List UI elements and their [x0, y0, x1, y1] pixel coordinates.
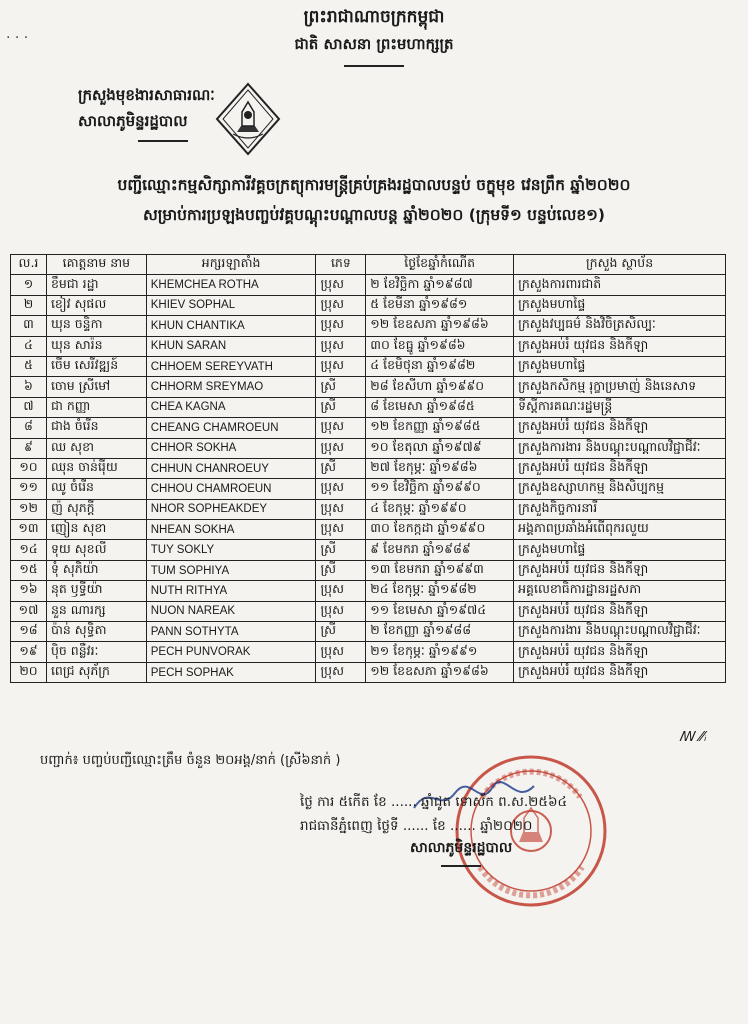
cell-number: ៧: [11, 397, 47, 417]
cell-latin-name: NHEAN SOKHA: [146, 520, 316, 540]
cell-sex: ស្រី: [316, 540, 366, 560]
table-row: [11, 418, 726, 438]
table-row: [11, 336, 726, 356]
cell-khmer-name: ទុំ សុភិយ៉ា: [46, 560, 146, 580]
document-title: [0, 170, 748, 230]
cell-ministry: ក្រសួងអប់រំ យុវជន និងកីឡា: [514, 662, 726, 682]
cell-sex: ប្រុស: [316, 520, 366, 540]
cell-ministry: ក្រសួងអប់រំ យុវជន និងកីឡា: [514, 418, 726, 438]
cell-ministry: ក្រសួងមហាផ្ទៃ: [514, 356, 726, 376]
table-row: [11, 540, 726, 560]
table-body: [11, 275, 726, 683]
cell-sex: ប្រុស: [316, 642, 366, 662]
cell-sex: ស្រី: [316, 377, 366, 397]
cell-birthdate: ១២ ខែឧសភា ឆ្នាំ១៩៨៦: [366, 662, 514, 682]
note-text: បញ្ជាក់៖ បញ្ចប់បញ្ជីឈ្មោះត្រឹម ចំនួន ២០អង្គ/នាក់ (ស្រី៦នាក់ ): [40, 753, 341, 768]
cell-number: ១: [11, 275, 47, 295]
cell-sex: ស្រី: [316, 622, 366, 642]
cell-sex: ប្រុស: [316, 336, 366, 356]
cell-ministry: ក្រសួងអប់រំ យុវជន និងកីឡា: [514, 560, 726, 580]
table-row: [11, 581, 726, 601]
col-sex: ភេទ: [316, 255, 366, 275]
cell-sex: ប្រុស: [316, 316, 366, 336]
cell-ministry: ទីស្ដីការគណៈរដ្ឋមន្ត្រី: [514, 397, 726, 417]
col-khmer-name: គោត្តនាម នាម: [46, 255, 146, 275]
cell-ministry: ក្រសួងកសិកម្ម រុក្ខាប្រមាញ់ និងនេសាទ: [514, 377, 726, 397]
table-row: [11, 662, 726, 682]
cell-latin-name: NUON NAREAK: [146, 601, 316, 621]
scan-marks: · · ·: [6, 30, 29, 46]
cell-ministry: ក្រសួងមហាផ្ទៃ: [514, 540, 726, 560]
table-row: [11, 438, 726, 458]
cell-khmer-name: ឃុន ចន្ទិកា: [46, 316, 146, 336]
lunar-date: ថ្ងៃ ការ ៥កើត ខែ ...... ឆ្នាំជូត ទោស័ក ព.ស.២៥៦៤: [300, 794, 568, 810]
cell-khmer-name: ពេជ្រ សុភ័ក្រ: [46, 662, 146, 682]
cell-latin-name: CHEANG CHAMROEUN: [146, 418, 316, 438]
cell-number: ១៥: [11, 560, 47, 580]
cell-khmer-name: ខៀវ សុផល: [46, 295, 146, 315]
cell-khmer-name: ទុយ សុខលី: [46, 540, 146, 560]
ministry-name: ក្រសួងមុខងារសាធារណៈ: [78, 86, 215, 104]
cell-birthdate: ៣០ ខែធ្នូ ឆ្នាំ១៩៨៦: [366, 336, 514, 356]
ministry-block: [78, 82, 215, 142]
cell-khmer-name: ជាង ចំរើន: [46, 418, 146, 438]
cell-khmer-name: ប៉ិច ពន្លឺវរៈ: [46, 642, 146, 662]
cell-khmer-name: ចោម ស្រីមៅ: [46, 377, 146, 397]
cell-birthdate: ១១ ខែមេសា ឆ្នាំ១៩៧៤: [366, 601, 514, 621]
handwritten-initials: ꟿ ⁄⁄ᵢ: [680, 730, 707, 745]
col-ministry: ក្រសួង ស្ថាប័ន: [514, 255, 726, 275]
cell-number: ៨: [11, 418, 47, 438]
cell-sex: ប្រុស: [316, 499, 366, 519]
cell-ministry: ក្រសួងអប់រំ យុវជន និងកីឡា: [514, 336, 726, 356]
cell-latin-name: NHOR SOPHEAKDEY: [146, 499, 316, 519]
cell-birthdate: ១២ ខែកញ្ញា ឆ្នាំ១៩៨៥: [366, 418, 514, 438]
cell-birthdate: ១២ ខែឧសភា ឆ្នាំ១៩៨៦: [366, 316, 514, 336]
cell-sex: ប្រុស: [316, 295, 366, 315]
cell-khmer-name: ឈូ ចំរើន: [46, 479, 146, 499]
trainee-table: [10, 254, 726, 683]
cell-number: ១៨: [11, 622, 47, 642]
title-line-1: បញ្ជីឈ្មោះកម្មសិក្សាការីវគ្គចក្រត្យុការមន្ត្រីគ្រប់គ្រងរដ្ឋបាលបន្ទប់ ចក្ខុមុខ វេនព្រឹក ឆ្នាំ២០២០: [117, 176, 631, 194]
cell-number: ១០: [11, 458, 47, 478]
cell-khmer-name: ញៀន សុខា: [46, 520, 146, 540]
cell-number: ៤: [11, 336, 47, 356]
school-emblem-icon: [215, 82, 281, 156]
signatory-divider: [441, 865, 481, 867]
cell-latin-name: CHHOEM SEREYVATH: [146, 356, 316, 376]
cell-birthdate: ២៧ ខែកុម្ភៈ ឆ្នាំ១៩៨៦: [366, 458, 514, 478]
motto-line: ជាតិ សាសនា ព្រះមហាក្សត្រ: [294, 35, 454, 53]
table-row: [11, 295, 726, 315]
cell-birthdate: ៥ ខែមីនា ឆ្នាំ១៩៨១: [366, 295, 514, 315]
cell-latin-name: PECH SOPHAK: [146, 662, 316, 682]
cell-ministry: ក្រសួងអប់រំ យុវជន និងកីឡា: [514, 601, 726, 621]
cell-khmer-name: នួន ណារក្ស: [46, 601, 146, 621]
cell-number: ១៩: [11, 642, 47, 662]
cell-ministry: ក្រសួងការពារជាតិ: [514, 275, 726, 295]
cell-sex: ប្រុស: [316, 275, 366, 295]
cell-sex: ស្រី: [316, 458, 366, 478]
cell-latin-name: CHHORM SREYMAO: [146, 377, 316, 397]
solar-date: រាជធានីភ្នំពេញ ថ្ងៃទី ...... ខែ ...... ឆ្នាំ២០២០: [300, 818, 533, 834]
table-row: [11, 458, 726, 478]
cell-birthdate: ១៣ ខែមករា ឆ្នាំ១៩៩៣: [366, 560, 514, 580]
cell-birthdate: ២ ខែវិច្ឆិកា ឆ្នាំ១៩៨៧: [366, 275, 514, 295]
cell-ministry: ក្រសួងការងារ និងបណ្ដុះបណ្ដាលវិជ្ជាជីវៈ: [514, 622, 726, 642]
cell-number: ២០: [11, 662, 47, 682]
cell-number: ៥: [11, 356, 47, 376]
cell-birthdate: ៨ ខែមេសា ឆ្នាំ១៩៨៥: [366, 397, 514, 417]
cell-number: ១២: [11, 499, 47, 519]
cell-latin-name: NUTH RITHYA: [146, 581, 316, 601]
cell-ministry: ក្រសួងកិច្ចការនារី: [514, 499, 726, 519]
cell-ministry: ក្រសួងអប់រំ យុវជន និងកីឡា: [514, 458, 726, 478]
cell-latin-name: KHUN CHANTIKA: [146, 316, 316, 336]
cell-ministry: ក្រសួងឧស្សាហកម្ម និងសិប្បកម្ម: [514, 479, 726, 499]
table-row: [11, 356, 726, 376]
cell-latin-name: CHHUN CHANROEUY: [146, 458, 316, 478]
cell-number: ១៦: [11, 581, 47, 601]
table-row: [11, 397, 726, 417]
cell-birthdate: ៩ ខែមករា ឆ្នាំ១៩៨៩: [366, 540, 514, 560]
cell-birthdate: ១០ ខែតុលា ឆ្នាំ១៩៧៩: [366, 438, 514, 458]
national-motto: [0, 6, 748, 67]
cell-birthdate: ២៤ ខែកុម្ភៈ ឆ្នាំ១៩៨២: [366, 581, 514, 601]
cell-khmer-name: ឈ សុខា: [46, 438, 146, 458]
cell-ministry: អង្គភាពប្រឆាំងអំពើពុករលួយ: [514, 520, 726, 540]
cell-birthdate: ៤ ខែមិថុនា ឆ្នាំ១៩៨២: [366, 356, 514, 376]
motto-divider: [344, 65, 404, 67]
col-number: ល.រ: [11, 255, 47, 275]
col-latin-name: អក្សរឡាតាំង: [146, 255, 316, 275]
cell-latin-name: TUY SOKLY: [146, 540, 316, 560]
cell-sex: ប្រុស: [316, 418, 366, 438]
cell-khmer-name: ឈុន ចាន់រ៉ើយ: [46, 458, 146, 478]
cell-birthdate: ២៨ ខែសីហា ឆ្នាំ១៩៩០: [366, 377, 514, 397]
ministry-divider: [138, 140, 188, 142]
table-row: [11, 316, 726, 336]
cell-latin-name: TUM SOPHIYA: [146, 560, 316, 580]
cell-latin-name: KHEMCHEA ROTHA: [146, 275, 316, 295]
table-row: [11, 642, 726, 662]
date-block: [300, 790, 567, 838]
cell-number: ៣: [11, 316, 47, 336]
cell-number: ១៧: [11, 601, 47, 621]
table-row: [11, 560, 726, 580]
table-row: [11, 275, 726, 295]
cell-ministry: ក្រសួងការងារ និងបណ្ដុះបណ្ដាលវិជ្ជាជីវៈ: [514, 438, 726, 458]
table-header-row: [11, 255, 726, 275]
cell-sex: ប្រុស: [316, 601, 366, 621]
signatory-name: សាលាភូមិន្ទរដ្ឋបាល: [410, 840, 513, 856]
cell-sex: ប្រុស: [316, 581, 366, 601]
cell-latin-name: PECH PUNVORAK: [146, 642, 316, 662]
cell-latin-name: KHIEV SOPHAL: [146, 295, 316, 315]
signatory-title: [410, 838, 512, 867]
title-line-2: សម្រាប់ការប្រឡងបញ្ចប់វគ្គបណ្ដុះបណ្ដាលបន្ត ឆ្នាំ២០២០ (ក្រុមទី១ បន្ទប់លេខ១): [143, 206, 605, 224]
cell-khmer-name: ប៉ាន់ សុទ្ធិតា: [46, 622, 146, 642]
cell-number: ៩: [11, 438, 47, 458]
cell-latin-name: PANN SOTHYTA: [146, 622, 316, 642]
cell-latin-name: CHHOU CHAMROEUN: [146, 479, 316, 499]
cell-sex: ប្រុស: [316, 438, 366, 458]
cell-ministry: ក្រសួងវប្បធម៌ និងវិចិត្រសិល្បៈ: [514, 316, 726, 336]
table-row: [11, 601, 726, 621]
table-row: [11, 479, 726, 499]
cell-sex: ស្រី: [316, 397, 366, 417]
cell-birthdate: ២១ ខែកុម្ភៈ ឆ្នាំ១៩៩១: [366, 642, 514, 662]
cell-sex: ប្រុស: [316, 356, 366, 376]
cell-khmer-name: នុត ឫទ្ធីយ៉ា: [46, 581, 146, 601]
cell-khmer-name: ចើម សេរីវឌ្ឍន៍: [46, 356, 146, 376]
cell-number: ៦: [11, 377, 47, 397]
cell-number: ១១: [11, 479, 47, 499]
cell-number: ២: [11, 295, 47, 315]
cell-latin-name: CHEA KAGNA: [146, 397, 316, 417]
school-name: សាលាភូមិន្ទរដ្ឋបាល: [78, 112, 188, 130]
cell-birthdate: ៣០ ខែកក្កដា ឆ្នាំ១៩៩០: [366, 520, 514, 540]
cell-birthdate: ២ ខែកញ្ញា ឆ្នាំ១៩៨៨: [366, 622, 514, 642]
cell-khmer-name: ឃុន សារ៉ន: [46, 336, 146, 356]
cell-khmer-name: ជា កញ្ញា: [46, 397, 146, 417]
table-row: [11, 377, 726, 397]
cell-ministry: ក្រសួងអប់រំ យុវជន និងកីឡា: [514, 642, 726, 662]
cell-number: ១៣: [11, 520, 47, 540]
cell-khmer-name: ញ៉ សុភក្ដី: [46, 499, 146, 519]
cell-ministry: ក្រសួងមហាផ្ទៃ: [514, 295, 726, 315]
cell-latin-name: CHHOR SOKHA: [146, 438, 316, 458]
kingdom-title: ព្រះរាជាណាចក្រកម្ពុជា: [303, 7, 445, 27]
cell-number: ១៤: [11, 540, 47, 560]
col-birthdate: ថ្ងៃខែឆ្នាំកំណើត: [366, 255, 514, 275]
cell-sex: ស្រី: [316, 560, 366, 580]
table-row: [11, 520, 726, 540]
table-row: [11, 499, 726, 519]
cell-latin-name: KHUN SARAN: [146, 336, 316, 356]
cell-ministry: អគ្គលេខាធិការដ្ឋានរដ្ឋសភា: [514, 581, 726, 601]
cell-birthdate: ៤ ខែកុម្ភៈ ឆ្នាំ១៩៩០: [366, 499, 514, 519]
cell-khmer-name: ខឹមជា រដ្ឋា: [46, 275, 146, 295]
cell-sex: ប្រុស: [316, 662, 366, 682]
cell-birthdate: ១១ ខែវិច្ឆិកា ឆ្នាំ១៩៩០: [366, 479, 514, 499]
table-row: [11, 622, 726, 642]
cell-sex: ប្រុស: [316, 479, 366, 499]
